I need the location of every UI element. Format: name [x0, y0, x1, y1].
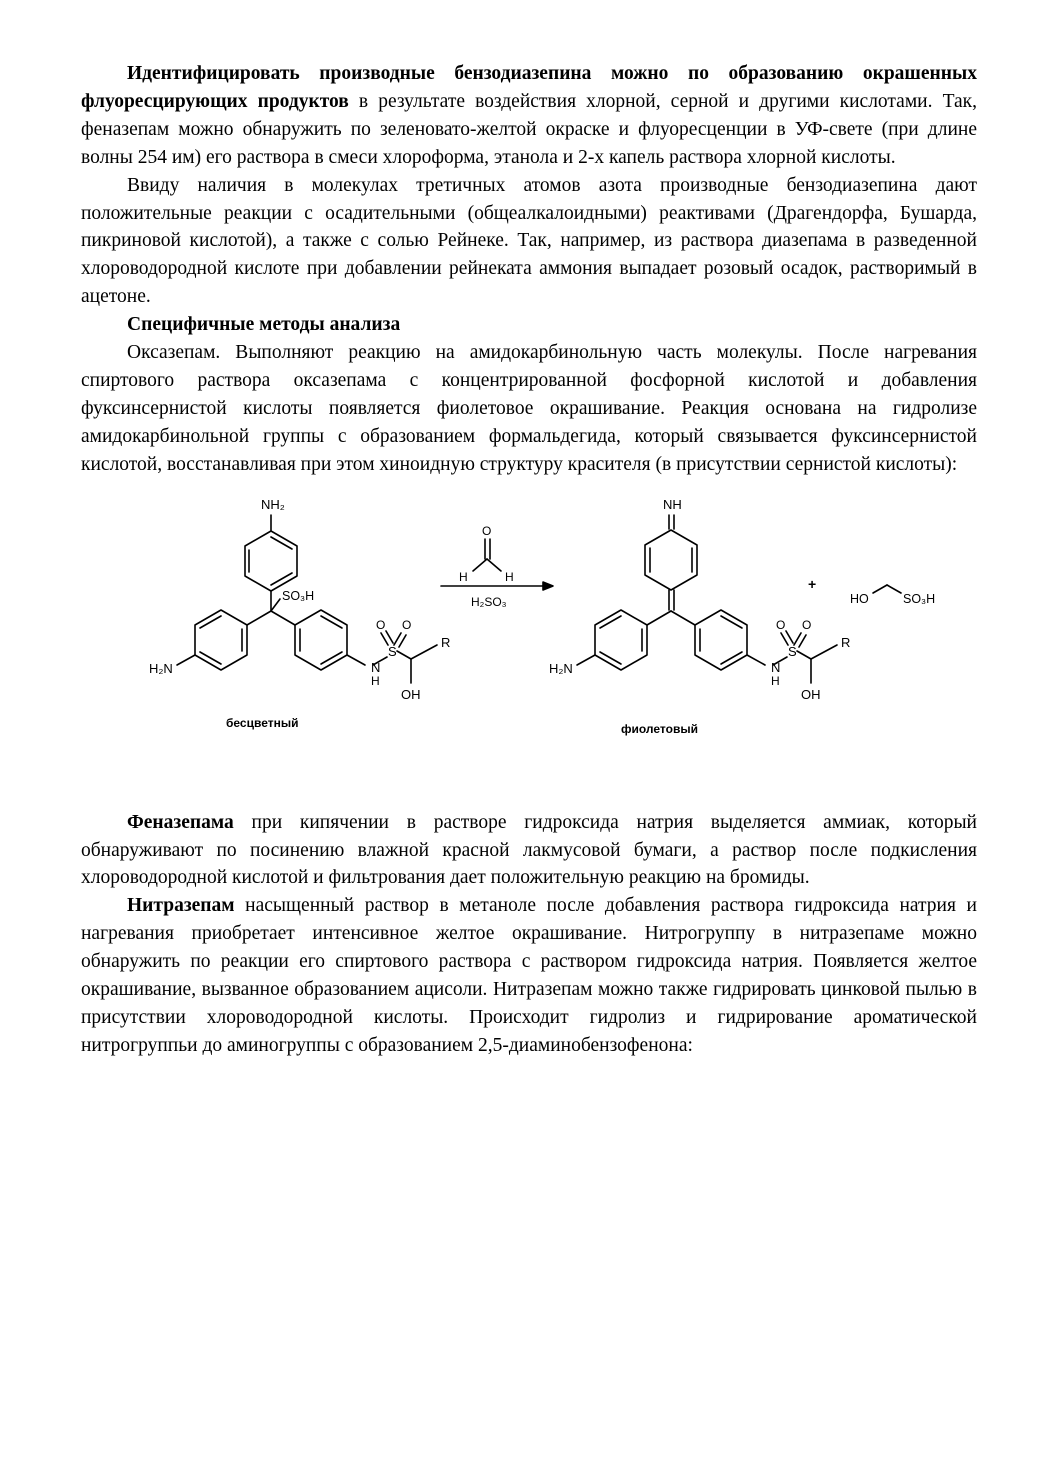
paragraph-oxazepam: Оксазепам. Выполняют реакцию на амидокарбинольную часть молекулы. После нагревания спиртового раствора оксазепама с концентрированной фосфорной кислотой и добавления фуксинсернистой кислоты появляется фиолетовое окрашивание. Реакция основана на гидролизе амидокарбинольной группы с образованием формальдегида, который связывается фуксинсернистой кислотой, восстанавливая при этом хиноидную структуру красителя (в присутствии сернистой кислоты):	[81, 342, 977, 475]
right-o1-label: O	[776, 617, 786, 632]
left-n-label: N	[371, 659, 381, 675]
left-oh-label: OH	[401, 686, 421, 702]
right-h-label: H	[771, 673, 780, 688]
left-r-label: R	[441, 634, 451, 650]
right-left-ring	[595, 610, 647, 670]
byproduct-so3h-label: SO₃H	[903, 591, 936, 606]
section-heading-text: Специфичные методы анализа	[127, 314, 401, 336]
left-o1-label: O	[376, 617, 386, 632]
right-n-label: N	[771, 659, 781, 675]
paragraph-phenazepam-text: при кипячении в растворе гидроксида натрия выделяется аммиак, который обнаруживают по посинению влажной красной лакмусовой бумаги, а раствор после подкисления хлороводородной кислотой и фильтрования дает положительную реакцию на бромиды.	[81, 811, 977, 889]
paragraph-identification-text: в результате воздействия хлорной, серной и другими кислотами. Так, феназепам можно обнаружить по зеленовато-желтой окраске и флуоресценции в УФ-свете (при длине волны 254 им) его раствора в смеси хлороформа, этанола и 2-х капель раствора хлорной кислоты.	[81, 90, 977, 168]
left-left-ring	[195, 610, 247, 670]
paragraph-identification	[81, 60, 977, 172]
right-right-ring	[695, 610, 747, 670]
paragraph-nitrazepam-text: насыщенный раствор в метаноле после добавления раствора гидроксида натрия и нагревания приобретает интенсивное желтое окрашивание. Нитрогруппу в нитразепаме можно обнаружить по реакции его спиртового раствора с раствором гидроксида натрия. Появляется желтое окрашивание, вызванное образованием ацисоли. Нитразепам можно также гидрировать цинковой пылью в присутствии хлороводородной кислоты. Происходит гидролиз и гидрирование ароматической нитрогруппьи до аминогруппы с образованием 2,5-диаминобензофенона:	[81, 895, 977, 1056]
reagent-o-label: O	[482, 523, 492, 538]
reaction-scheme-svg	[81, 479, 977, 809]
left-s-label: S	[388, 643, 397, 659]
paragraph-nitrazepam-bold: Нитразепам	[127, 895, 235, 917]
reagent-h2-label: H	[505, 569, 514, 584]
right-s-label: S	[788, 643, 797, 659]
right-r-label: R	[841, 634, 851, 650]
paragraph-phenazepam-bold: Феназепама	[127, 811, 234, 833]
left-nh2-label: NH₂	[261, 496, 285, 512]
right-caption: фиолетовый	[621, 721, 698, 736]
right-quinoid-ring	[645, 530, 697, 590]
left-h2n-label: H₂N	[149, 660, 173, 676]
left-o2-label: O	[402, 617, 412, 632]
paragraph-nitrazepam	[81, 892, 977, 1059]
left-caption: бесцветный	[226, 715, 299, 730]
paragraph-identification-bold: Идентифицировать производные бензодиазепина можно по образованию окрашенных флуоресцирующих продуктов	[81, 63, 977, 112]
document-page	[81, 60, 977, 1060]
paragraph-phenazepam	[81, 809, 977, 893]
left-h-label: H	[371, 673, 380, 688]
reagent-h1-label: H	[459, 569, 468, 584]
right-h2n-label: H₂N	[549, 660, 573, 676]
byproduct-ho-label: HO	[850, 591, 869, 606]
reagent-catalyst-label: H₂SO₃	[471, 594, 507, 609]
reaction-scheme	[81, 479, 977, 809]
left-top-ring	[245, 531, 297, 591]
plus-sign: +	[808, 575, 817, 592]
left-so3h-label: SO₃H	[282, 588, 315, 603]
right-o2-label: O	[802, 617, 812, 632]
paragraph-precipitation: Ввиду наличия в молекулах третичных атомов азота производные бензодиазепина дают положительные реакции с осадительными (общеалкалоидными) реактивами (Драгендорфа, Бушарда, пикриновой кислотой), а также с солью Рейнеке. Так, например, из раствора диазепама в разведенной хлороводородной кислоте при добавлении рейнеката аммония выпадает розовый осадок, растворимый в ацетоне.	[81, 174, 977, 308]
right-oh-label: OH	[801, 686, 821, 702]
right-nh-label: NH	[663, 496, 682, 512]
left-right-ring	[295, 610, 347, 670]
section-heading	[81, 311, 977, 339]
